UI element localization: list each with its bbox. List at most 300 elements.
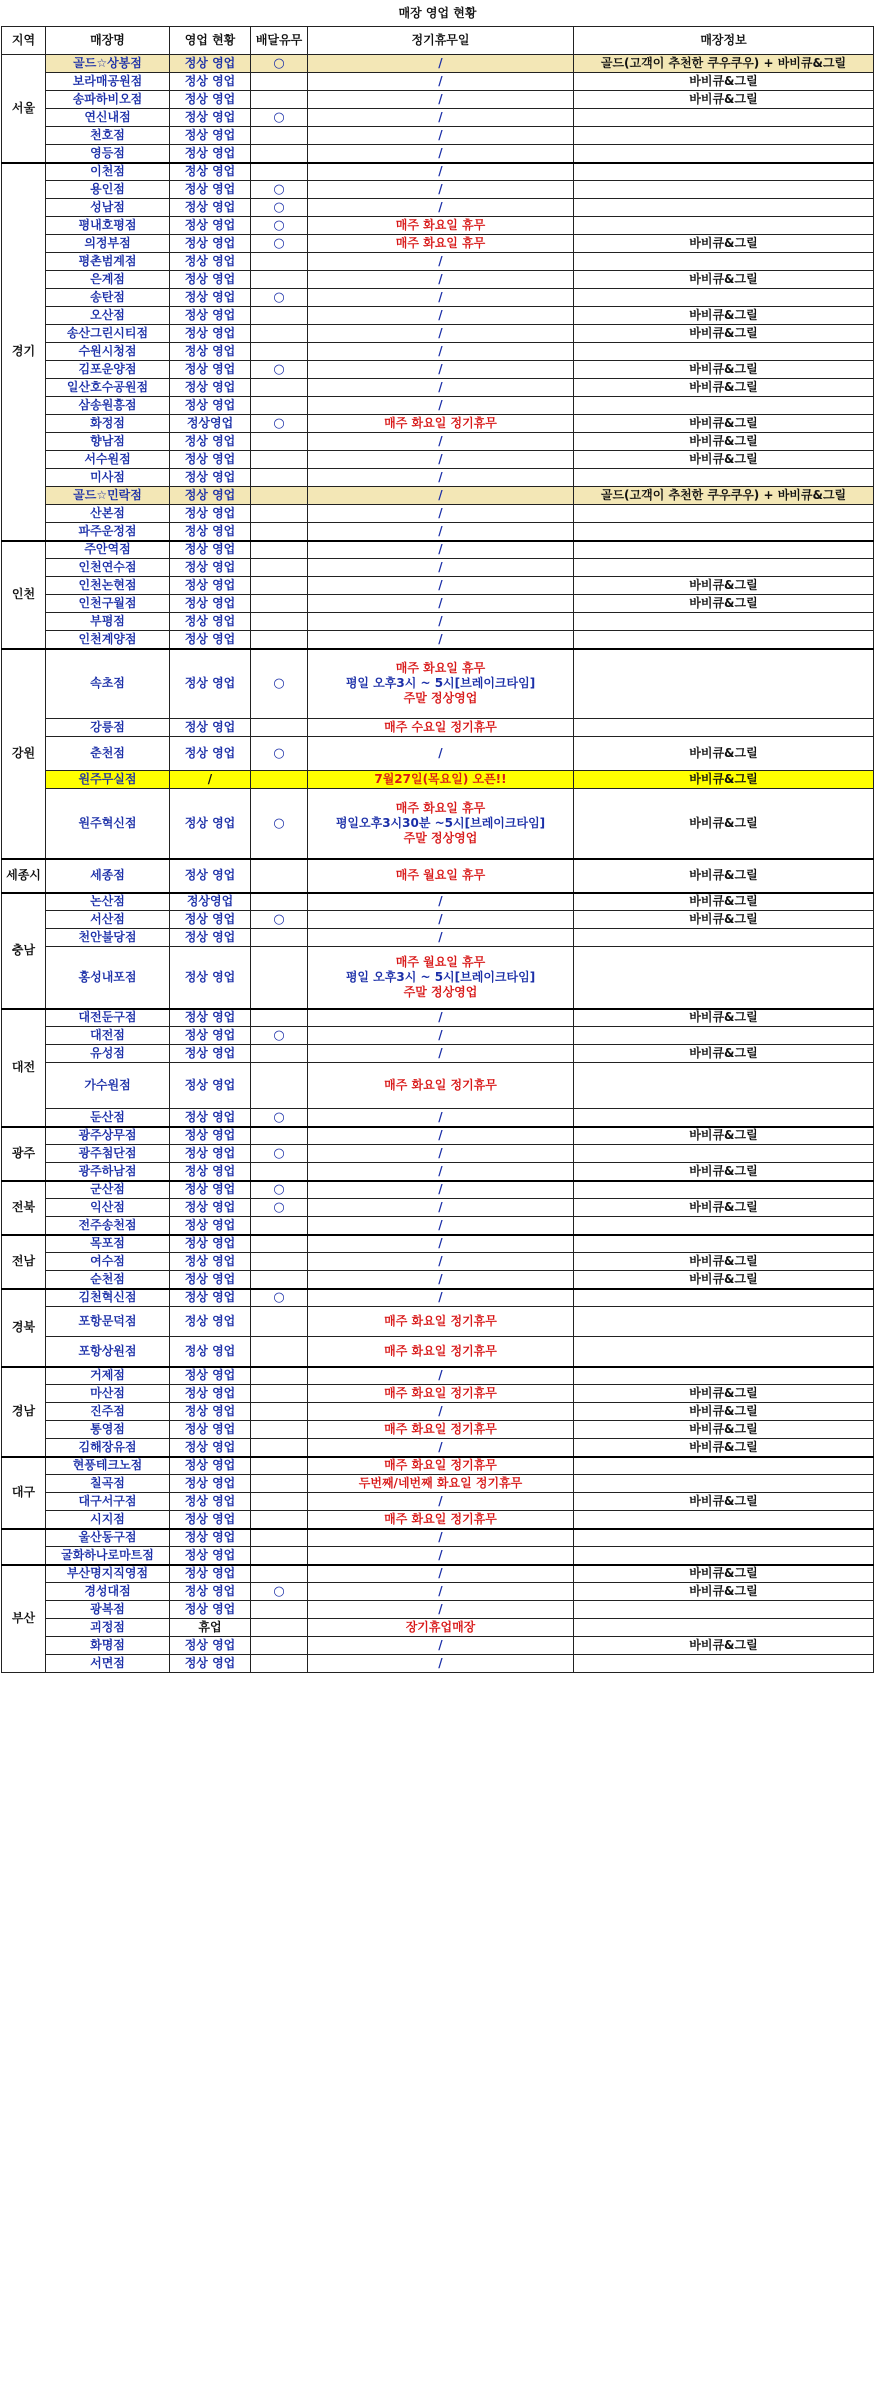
store-info [574, 1511, 874, 1529]
store-name: 화명점 [46, 1637, 170, 1655]
holiday-cell [308, 127, 574, 145]
store-info: 바비큐&그릴 [574, 451, 874, 469]
holiday-line: / [438, 1028, 443, 1042]
holiday-cell [308, 1367, 574, 1385]
store-info: 바비큐&그릴 [574, 307, 874, 325]
delivery-mark [251, 379, 308, 397]
delivery-mark: ○ [251, 199, 308, 217]
holiday-cell [308, 415, 574, 433]
store-status: 정상 영업 [170, 451, 251, 469]
store-name: 골드☆상봉점 [46, 55, 170, 73]
holiday-cell [308, 325, 574, 343]
holiday-cell [308, 217, 574, 235]
holiday-line: / [438, 1439, 443, 1454]
table-row [2, 1109, 874, 1127]
store-status: 정상 영업 [170, 1063, 251, 1109]
store-status: 정상 영업 [170, 577, 251, 595]
store-info [574, 1235, 874, 1253]
store-status: 정상 영업 [170, 1511, 251, 1529]
store-info [574, 505, 874, 523]
table-row [2, 1457, 874, 1475]
table-row [2, 1027, 874, 1045]
holiday-cell [308, 1145, 574, 1163]
store-name: 포항문덕점 [46, 1307, 170, 1337]
holiday-cell [308, 235, 574, 253]
store-status: 정상 영업 [170, 1253, 251, 1271]
delivery-mark [251, 1601, 308, 1619]
table-row [2, 719, 874, 737]
store-info: 바비큐&그릴 [574, 361, 874, 379]
store-info: 바비큐&그릴 [574, 1403, 874, 1421]
store-name: 송탄점 [46, 289, 170, 307]
table-row [2, 505, 874, 523]
store-status: 정상 영업 [170, 433, 251, 451]
store-info: 바비큐&그릴 [574, 1583, 874, 1601]
header-region: 지역 [2, 27, 46, 55]
holiday-cell [308, 397, 574, 415]
delivery-mark [251, 433, 308, 451]
holiday-cell [308, 1045, 574, 1063]
table-row [2, 415, 874, 433]
store-info: 바비큐&그릴 [574, 737, 874, 771]
store-name: 일산호수공원점 [46, 379, 170, 397]
store-info [574, 163, 874, 181]
holiday-cell [308, 1271, 574, 1289]
delivery-mark: ○ [251, 649, 308, 719]
table-row [2, 1217, 874, 1235]
table-row [2, 893, 874, 911]
store-status: 정상 영업 [170, 1601, 251, 1619]
page-title: 매장 영업 현황 [398, 6, 477, 20]
store-name: 강릉점 [46, 719, 170, 737]
table-row [2, 649, 874, 719]
store-status: 정상 영업 [170, 1271, 251, 1289]
holiday-cell [308, 523, 574, 541]
region-cell: 서울 [2, 55, 46, 163]
store-info [574, 1337, 874, 1367]
table-row [2, 469, 874, 487]
store-name: 오산점 [46, 307, 170, 325]
store-info [574, 145, 874, 163]
store-name: 수원시청점 [46, 343, 170, 361]
holiday-cell [308, 1199, 574, 1217]
store-status: 정상 영업 [170, 1289, 251, 1307]
holiday-line: / [438, 631, 443, 646]
holiday-line: 장기휴업매장 [405, 1620, 476, 1634]
holiday-line: / [438, 344, 443, 358]
holiday-line: / [438, 912, 443, 926]
holiday-cell [308, 719, 574, 737]
store-info [574, 1109, 874, 1127]
delivery-mark [251, 541, 308, 559]
holiday-line: / [438, 560, 443, 574]
store-status: 정상 영업 [170, 505, 251, 523]
delivery-mark [251, 1403, 308, 1421]
holiday-cell [308, 1109, 574, 1127]
store-status: 정상 영업 [170, 343, 251, 361]
holiday-cell [308, 789, 574, 859]
delivery-mark: ○ [251, 1289, 308, 1307]
table-row [2, 487, 874, 505]
region-cell: 인천 [2, 541, 46, 649]
store-info [574, 289, 874, 307]
store-name: 평촌범계점 [46, 253, 170, 271]
store-name: 향남점 [46, 433, 170, 451]
holiday-cell [308, 1475, 574, 1493]
holiday-cell [308, 145, 574, 163]
holiday-cell [308, 893, 574, 911]
table-row [2, 737, 874, 771]
store-status: 정상 영업 [170, 613, 251, 631]
table-row [2, 859, 874, 893]
holiday-line: 매주 화요일 정기휴무 [384, 1458, 497, 1473]
store-name: 속초점 [46, 649, 170, 719]
holiday-line: / [438, 1200, 443, 1214]
delivery-mark [251, 505, 308, 523]
delivery-mark [251, 91, 308, 109]
holiday-line: / [438, 1566, 443, 1581]
delivery-mark [251, 1385, 308, 1403]
holiday-cell [308, 1601, 574, 1619]
region-cell: 대전 [2, 1009, 46, 1127]
store-info [574, 1655, 874, 1673]
store-name: 목포점 [46, 1235, 170, 1253]
holiday-cell [308, 379, 574, 397]
table-row [2, 541, 874, 559]
store-name: 골드☆민락점 [46, 487, 170, 505]
holiday-line: / [438, 1638, 443, 1652]
store-name: 유성점 [46, 1045, 170, 1063]
holiday-line: / [438, 1010, 443, 1025]
holiday-cell [308, 1529, 574, 1547]
holiday-line: / [438, 930, 443, 944]
table-row [2, 127, 874, 145]
region-cell: 세종시 [2, 859, 46, 893]
table-row [2, 1253, 874, 1271]
holiday-cell [308, 1307, 574, 1337]
holiday-line: 평일오후3시30분 ~5시[브레이크타임] [335, 815, 546, 830]
table-row [2, 1337, 874, 1367]
holiday-line: / [438, 74, 443, 88]
store-status: 정상 영업 [170, 325, 251, 343]
store-table [1, 26, 874, 1673]
holiday-cell [308, 929, 574, 947]
holiday-cell [308, 451, 574, 469]
holiday-cell [308, 631, 574, 649]
store-name: 논산점 [46, 893, 170, 911]
store-info [574, 253, 874, 271]
table-row [2, 1009, 874, 1027]
holiday-line: / [438, 272, 443, 286]
table-row [2, 1421, 874, 1439]
delivery-mark [251, 1637, 308, 1655]
delivery-mark [251, 859, 308, 893]
region-cell: 충남 [2, 893, 46, 1009]
holiday-cell [308, 73, 574, 91]
store-name: 의정부점 [46, 235, 170, 253]
store-name: 주안역점 [46, 541, 170, 559]
holiday-cell [308, 947, 574, 1009]
store-info: 바비큐&그릴 [574, 235, 874, 253]
store-status: 정상 영업 [170, 127, 251, 145]
holiday-cell [308, 1547, 574, 1565]
store-name: 부평점 [46, 613, 170, 631]
holiday-line: / [438, 470, 443, 484]
table-row [2, 595, 874, 613]
region-cell: 경북 [2, 1289, 46, 1367]
store-name: 천안불당점 [46, 929, 170, 947]
store-name: 시지점 [46, 1511, 170, 1529]
store-status: 정상 영업 [170, 1367, 251, 1385]
holiday-cell [308, 1163, 574, 1181]
delivery-mark [251, 771, 308, 789]
store-status: 정상 영업 [170, 307, 251, 325]
store-status: 정상 영업 [170, 235, 251, 253]
store-status: 정상 영업 [170, 163, 251, 181]
store-name: 서수원점 [46, 451, 170, 469]
delivery-mark [251, 1163, 308, 1181]
store-info [574, 1181, 874, 1199]
store-name: 대전점 [46, 1027, 170, 1045]
holiday-line: 매주 화요일 휴무 [395, 800, 486, 815]
delivery-mark: ○ [251, 55, 308, 73]
store-info [574, 127, 874, 145]
holiday-line: / [438, 56, 443, 70]
store-name: 김포운양점 [46, 361, 170, 379]
table-row [2, 1271, 874, 1289]
delivery-mark [251, 1337, 308, 1367]
holiday-line: / [438, 746, 443, 760]
store-status: 정상 영업 [170, 649, 251, 719]
delivery-mark [251, 1511, 308, 1529]
store-info [574, 719, 874, 737]
store-status: 정상 영업 [170, 1547, 251, 1565]
table-row [2, 235, 874, 253]
holiday-cell [308, 1127, 574, 1145]
store-info [574, 1307, 874, 1337]
store-info [574, 613, 874, 631]
region-cell [2, 1529, 46, 1565]
holiday-cell [308, 1181, 574, 1199]
delivery-mark [251, 929, 308, 947]
store-info [574, 947, 874, 1009]
holiday-line: / [438, 145, 443, 160]
holiday-cell [308, 55, 574, 73]
holiday-line: / [438, 362, 443, 376]
store-info: 바비큐&그릴 [574, 893, 874, 911]
store-info: 골드(고객이 추천한 쿠우쿠우) + 바비큐&그릴 [574, 487, 874, 505]
table-row [2, 109, 874, 127]
store-name: 통영점 [46, 1421, 170, 1439]
store-status: 정상 영업 [170, 789, 251, 859]
table-row [2, 1181, 874, 1199]
store-info: 바비큐&그릴 [574, 1421, 874, 1439]
store-name: 원주혁신점 [46, 789, 170, 859]
delivery-mark [251, 1529, 308, 1547]
store-name: 미사점 [46, 469, 170, 487]
store-info: 바비큐&그릴 [574, 789, 874, 859]
holiday-line: 매주 화요일 정기휴무 [384, 1386, 497, 1400]
store-status: 정상 영업 [170, 559, 251, 577]
delivery-mark [251, 451, 308, 469]
store-info: 골드(고객이 추천한 쿠우쿠우) + 바비큐&그릴 [574, 55, 874, 73]
store-name: 굴화하나로마트점 [46, 1547, 170, 1565]
store-status: 정상 영업 [170, 289, 251, 307]
holiday-line: / [438, 506, 443, 520]
holiday-cell [308, 361, 574, 379]
store-name: 전주송천점 [46, 1217, 170, 1235]
holiday-cell [308, 595, 574, 613]
store-info [574, 217, 874, 235]
holiday-line: / [438, 488, 443, 502]
holiday-cell [308, 911, 574, 929]
store-name: 서면점 [46, 1655, 170, 1673]
holiday-line: / [438, 578, 443, 592]
table-row [2, 1637, 874, 1655]
table-row [2, 1619, 874, 1637]
holiday-cell [308, 649, 574, 719]
store-name: 마산점 [46, 1385, 170, 1403]
store-name: 칠곡점 [46, 1475, 170, 1493]
holiday-cell [308, 1439, 574, 1457]
table-row [2, 451, 874, 469]
store-status: 정상 영업 [170, 1127, 251, 1145]
region-cell: 전남 [2, 1235, 46, 1289]
store-status: 정상 영업 [170, 1493, 251, 1511]
store-name: 천호점 [46, 127, 170, 145]
table-row [2, 1199, 874, 1217]
delivery-mark [251, 145, 308, 163]
store-info: 바비큐&그릴 [574, 1045, 874, 1063]
holiday-cell [308, 1619, 574, 1637]
delivery-mark [251, 1127, 308, 1145]
delivery-mark [251, 1253, 308, 1271]
store-name: 화정점 [46, 415, 170, 433]
delivery-mark [251, 893, 308, 911]
delivery-mark [251, 127, 308, 145]
holiday-line: 매주 화요일 정기휴무 [384, 1511, 497, 1526]
delivery-mark: ○ [251, 289, 308, 307]
store-info: 바비큐&그릴 [574, 379, 874, 397]
delivery-mark: ○ [251, 235, 308, 253]
region-cell: 부산 [2, 1565, 46, 1673]
table-row [2, 1145, 874, 1163]
table-row [2, 947, 874, 1009]
holiday-line: 주말 정상영업 [403, 984, 478, 999]
store-name: 김천혁신점 [46, 1289, 170, 1307]
store-status: 정상 영업 [170, 1421, 251, 1439]
store-status: 정상 영업 [170, 1457, 251, 1475]
header-store-name: 매장명 [46, 27, 170, 55]
store-status: 정상 영업 [170, 1385, 251, 1403]
table-row [2, 73, 874, 91]
store-info: 바비큐&그릴 [574, 911, 874, 929]
holiday-line: 매주 수요일 정기휴무 [384, 720, 497, 734]
holiday-line: / [438, 894, 443, 909]
store-name: 김해장유점 [46, 1439, 170, 1457]
holiday-line: / [438, 1584, 443, 1598]
delivery-mark [251, 947, 308, 1009]
store-info: 바비큐&그릴 [574, 91, 874, 109]
holiday-line: / [438, 164, 443, 179]
table-row [2, 55, 874, 73]
store-info [574, 929, 874, 947]
holiday-line: / [438, 308, 443, 322]
holiday-cell [308, 253, 574, 271]
delivery-mark: ○ [251, 1181, 308, 1199]
store-info [574, 199, 874, 217]
store-info: 바비큐&그릴 [574, 1385, 874, 1403]
delivery-mark [251, 1307, 308, 1337]
table-row [2, 199, 874, 217]
store-status: 정상 영업 [170, 1403, 251, 1421]
store-name: 삼송원흥점 [46, 397, 170, 415]
store-name: 둔산점 [46, 1109, 170, 1127]
store-info [574, 1619, 874, 1637]
delivery-mark: ○ [251, 1145, 308, 1163]
holiday-line: / [438, 1290, 443, 1305]
holiday-cell [308, 737, 574, 771]
table-row [2, 145, 874, 163]
store-name: 가수원점 [46, 1063, 170, 1109]
holiday-line: / [438, 182, 443, 196]
holiday-cell [308, 1493, 574, 1511]
holiday-cell [308, 559, 574, 577]
table-row [2, 253, 874, 271]
holiday-line: / [438, 110, 443, 124]
table-row [2, 1163, 874, 1181]
store-info [574, 541, 874, 559]
delivery-mark [251, 1547, 308, 1565]
holiday-line: 매주 화요일 정기휴무 [384, 416, 497, 430]
store-status: 정상 영업 [170, 1109, 251, 1127]
store-status: 정상 영업 [170, 719, 251, 737]
store-name: 대구서구점 [46, 1493, 170, 1511]
store-info: 바비큐&그릴 [574, 771, 874, 789]
store-name: 인천계양점 [46, 631, 170, 649]
table-row [2, 271, 874, 289]
holiday-cell [308, 1337, 574, 1367]
table-row [2, 1583, 874, 1601]
holiday-line: / [438, 1656, 443, 1670]
store-status: 정상 영업 [170, 145, 251, 163]
table-row [2, 1045, 874, 1063]
store-status: 정상 영업 [170, 1045, 251, 1063]
store-info [574, 631, 874, 649]
delivery-mark [251, 253, 308, 271]
store-info [574, 469, 874, 487]
holiday-cell [308, 199, 574, 217]
store-info: 바비큐&그릴 [574, 415, 874, 433]
delivery-mark [251, 271, 308, 289]
holiday-cell [308, 433, 574, 451]
holiday-line: 매주 화요일 정기휴무 [384, 1343, 497, 1358]
delivery-mark [251, 487, 308, 505]
store-name: 여수점 [46, 1253, 170, 1271]
table-row [2, 433, 874, 451]
holiday-line: / [438, 92, 443, 106]
store-status: 정상 영업 [170, 1009, 251, 1027]
delivery-mark: ○ [251, 1027, 308, 1045]
store-info [574, 1457, 874, 1475]
holiday-line: / [438, 200, 443, 214]
table-row [2, 1063, 874, 1109]
holiday-cell [308, 577, 574, 595]
table-row [2, 1655, 874, 1673]
table-row [2, 613, 874, 631]
table-row [2, 523, 874, 541]
delivery-mark [251, 1565, 308, 1583]
